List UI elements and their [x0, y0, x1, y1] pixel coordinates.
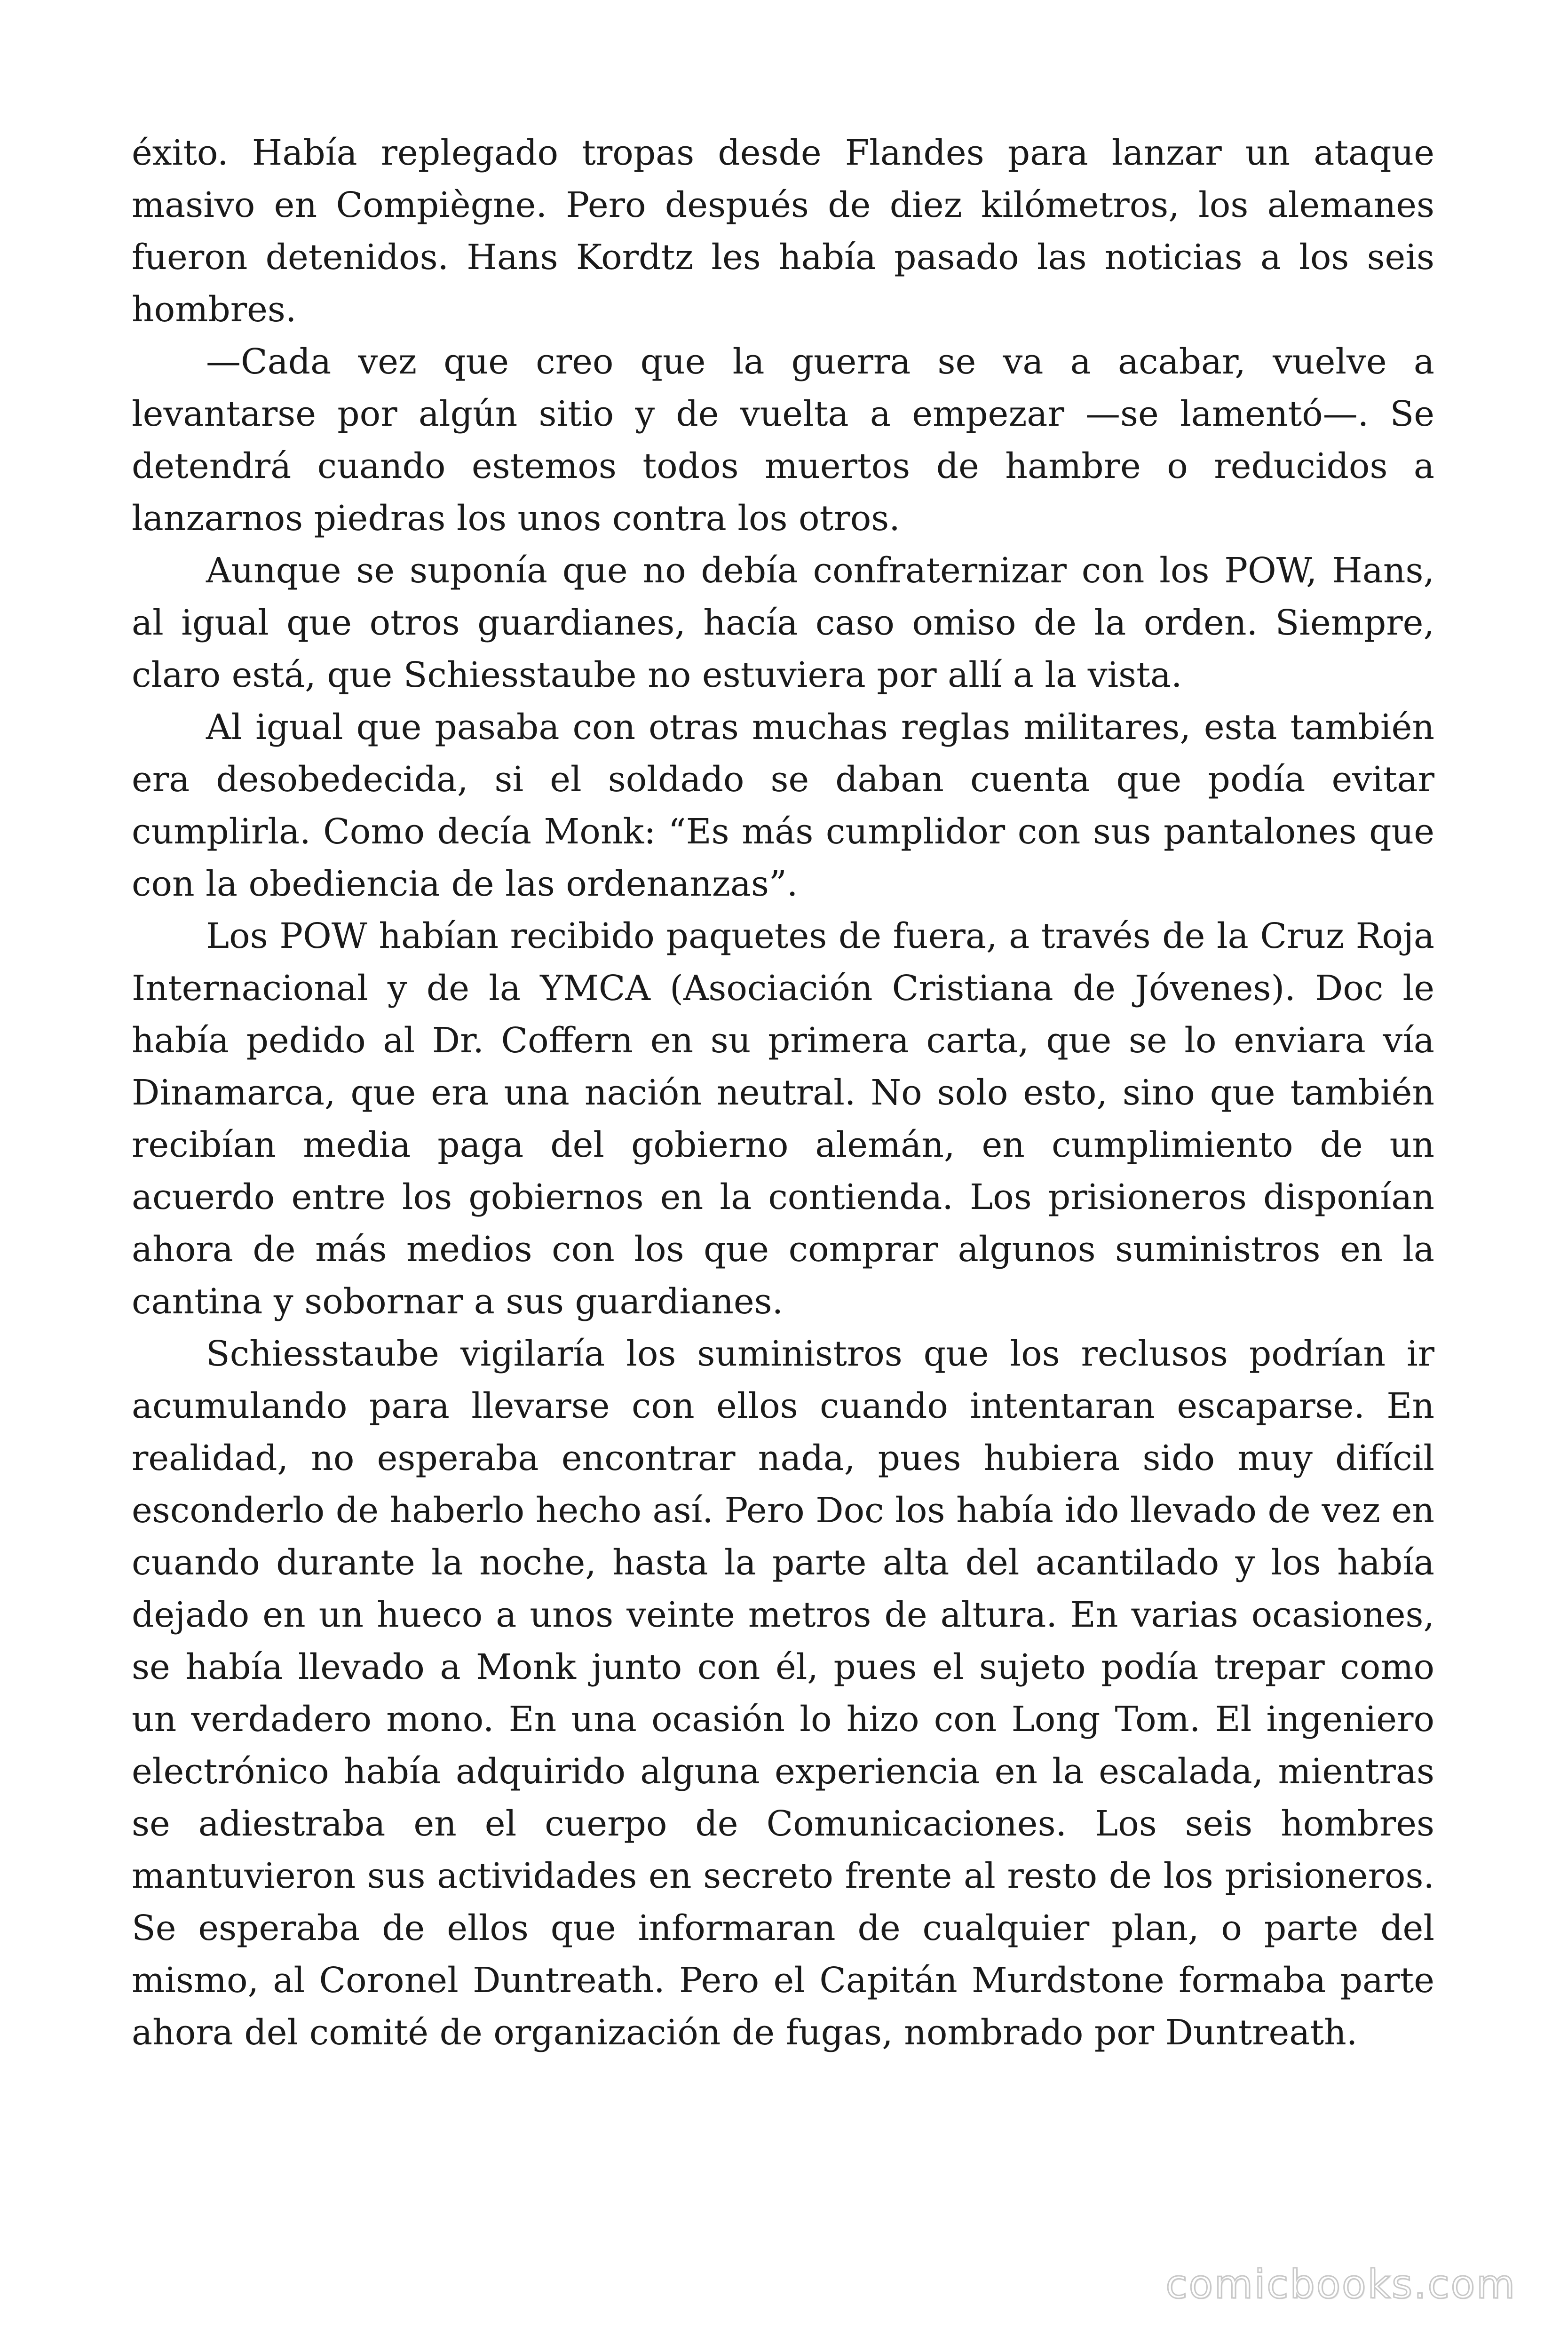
paragraph-3: Aunque se suponía que no debía confraternizar con los POW, Hans, al igual que otros guardianes, hacía caso omiso de la orden. Siempre, claro está, que Schiesstaube no estuviera por allí a la vista. — [132, 550, 1434, 695]
book-page-text — [132, 127, 1434, 2059]
paragraph-2: —Cada vez que creo que la guerra se va a acabar, vuelve a levantarse por algún sitio y de vuelta a empezar —se lamentó—. Se detendrá cuando estemos todos muertos de hambre o reducidos a lanzarnos piedras los unos contra los otros. — [132, 342, 1434, 539]
paragraph-4: Al igual que pasaba con otras muchas reglas militares, esta también era desobedecida, si el soldado se daban cuenta que podía evitar cumplirla. Como decía Monk: “Es más cumplidor con sus pantalones que con la obediencia de las ordenanzas”. — [132, 707, 1434, 904]
paragraph-5: Los POW habían recibido paquetes de fuera, a través de la Cruz Roja Internacional y de la YMCA (Asociación Cristiana de Jóvenes). Doc le había pedido al Dr. Coffern en su primera carta, que se lo enviara vía Dinamarca, que era una nación neutral. No solo esto, sino que también recibían media paga del gobierno alemán, en cumplimiento de un acuerdo entre los gobiernos en la contienda. Los prisioneros disponían ahora de más medios con los que comprar algunos suministros en la cantina y sobornar a sus guardianes. — [132, 916, 1434, 1322]
paragraph-6: Schiesstaube vigilaría los suministros que los reclusos podrían ir acumulando para llevarse con ellos cuando intentaran escaparse. En realidad, no esperaba encontrar nada, pues hubiera sido muy difícil esconderlo de haberlo hecho así. Pero Doc los había ido llevado de vez en cuando durante la noche, hasta la parte alta del acantilado y los había dejado en un hueco a unos veinte metros de altura. En varias ocasiones, se había llevado a Monk junto con él, pues el sujeto podía trepar como un verdadero mono. En una ocasión lo hizo con Long Tom. El ingeniero electrónico había adquirido alguna experiencia en la escalada, mientras se adiestraba en el cuerpo de Comunicaciones. Los seis hombres mantuvieron sus actividades en secreto frente al resto de los prisioneros. Se esperaba de ellos que informaran de cualquier plan, o parte del mismo, al Coronel Duntreath. Pero el Capitán Murdstone formaba parte ahora del comité de organización de fugas, nombrado por Duntreath. — [132, 1334, 1434, 2053]
site-watermark: comicbooks.com — [1165, 2261, 1516, 2307]
paragraph-1: éxito. Había replegado tropas desde Flandes para lanzar un ataque masivo en Compiègne. Pero después de diez kilómetros, los alemanes fueron detenidos. Hans Kordtz les había pasado las noticias a los seis hombres. — [132, 133, 1434, 330]
